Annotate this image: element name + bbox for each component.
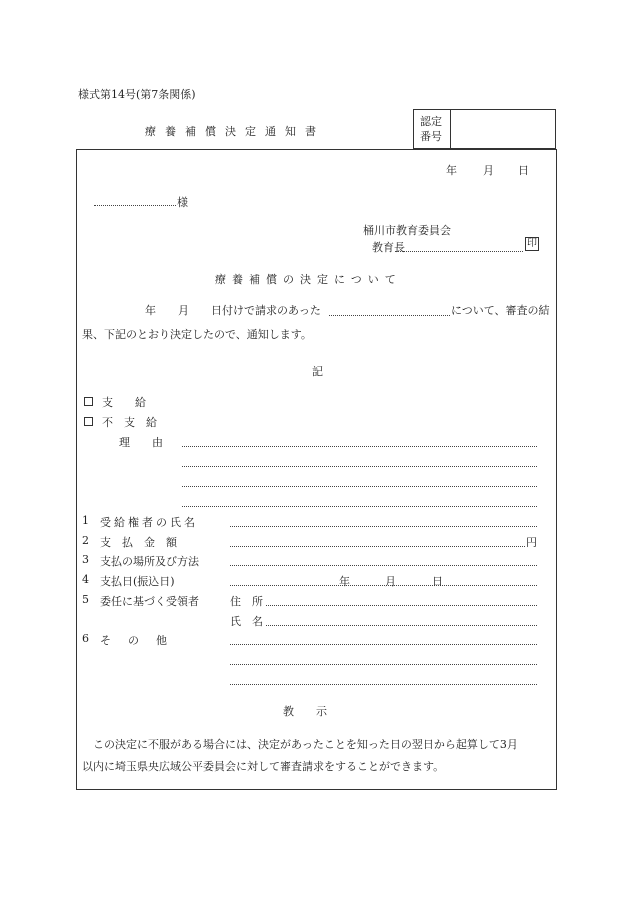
body-text-2: について、審査の結 (451, 304, 550, 317)
non-payment-option-label: 不 支 給 (102, 416, 157, 429)
item-3-number: 3 (82, 553, 89, 566)
reason-line-2[interactable] (182, 466, 537, 467)
item-6-line-2[interactable] (230, 664, 537, 665)
reason-line-1[interactable] (182, 446, 537, 447)
item-6-label: そ の 他 (100, 634, 170, 647)
item-5-number: 5 (82, 593, 89, 606)
item-4-day: 日 (432, 575, 443, 588)
item-4-month: 月 (385, 575, 396, 588)
non-payment-checkbox[interactable] (84, 417, 93, 426)
ki-heading: 記 (312, 365, 323, 378)
notice-frame (76, 149, 557, 790)
item-5-address-label: 住 所 (230, 595, 263, 608)
date-month: 月 (483, 164, 494, 177)
issuer-organization: 桶川市教育委員会 (363, 224, 451, 237)
claim-subject-line[interactable] (329, 315, 450, 316)
item-3-line[interactable] (230, 565, 537, 566)
date-day: 日 (518, 164, 529, 177)
item-4-number: 4 (82, 573, 89, 586)
body-text-3: 果、下記のとおり決定したので、通知します。 (82, 328, 312, 341)
addressee-line[interactable] (94, 205, 176, 206)
item-1-label: 受給権者の氏名 (100, 516, 198, 529)
item-4-label: 支払日(振込日) (100, 575, 175, 588)
item-4-year: 年 (339, 575, 350, 588)
payment-checkbox[interactable] (84, 397, 93, 406)
form-number-label: 様式第14号(第7条関係) (78, 88, 196, 101)
item-5-name-label: 氏 名 (230, 615, 263, 628)
item-3-label: 支払の場所及び方法 (100, 555, 199, 568)
reason-line-3[interactable] (182, 486, 537, 487)
body-month: 月 (178, 304, 189, 317)
item-6-line-1[interactable] (230, 644, 537, 645)
item-5-label: 委任に基づく受領者 (100, 595, 199, 608)
item-4-line[interactable] (230, 585, 537, 586)
item-6-number: 6 (82, 632, 89, 645)
item-2-label: 支 払 金 額 (100, 536, 177, 549)
subject-heading: 療養補償の決定について (215, 273, 402, 286)
item-6-line-3[interactable] (230, 684, 537, 685)
item-2-yen: 円 (526, 536, 537, 549)
item-5-address-line[interactable] (266, 605, 537, 606)
notice-heading: 教 示 (283, 705, 327, 718)
reason-line-4[interactable] (182, 506, 537, 507)
notice-line-1: この決定に不服がある場合には、決定があったことを知った日の翌日から起算して3月 (93, 738, 518, 751)
certification-number-field[interactable] (452, 110, 555, 148)
date-year: 年 (446, 164, 457, 177)
payment-option-label: 支 給 (102, 396, 146, 409)
reason-label: 理 由 (119, 436, 163, 449)
notice-line-2: 以内に埼玉県央広域公平委員会に対して審査請求をすることができます。 (82, 760, 445, 773)
seal-mark: 印 (527, 238, 537, 249)
document-title: 療養補償決定通知書 (145, 125, 325, 138)
body-text-1: 日付けで請求のあった (211, 304, 321, 317)
item-2-line[interactable] (230, 546, 525, 547)
certification-number-box (413, 109, 556, 149)
issuer-title: 教育長 (372, 241, 405, 254)
item-5-name-line[interactable] (266, 625, 537, 626)
body-year: 年 (145, 304, 156, 317)
item-1-line[interactable] (230, 526, 537, 527)
certification-number-label: 認定番号 (414, 110, 451, 148)
addressee-suffix: 様 (177, 196, 188, 209)
item-1-number: 1 (82, 514, 89, 527)
issuer-name-line[interactable] (395, 251, 523, 252)
item-2-number: 2 (82, 534, 89, 547)
